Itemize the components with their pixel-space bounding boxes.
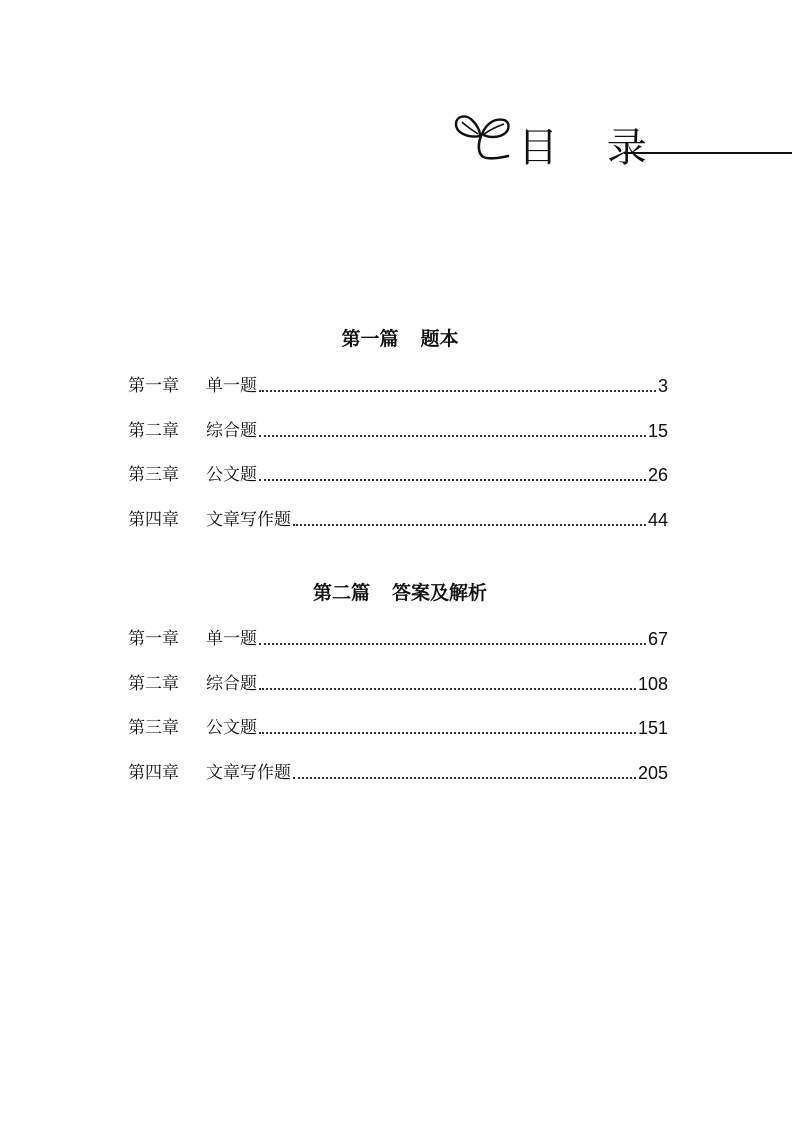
toc-entry[interactable] — [128, 751, 668, 796]
chapter-title: 综合题 — [206, 673, 257, 694]
page-number: 67 — [647, 629, 668, 650]
toc-entry[interactable] — [128, 364, 668, 409]
chapter-number: 第一章 — [128, 376, 179, 397]
part-label: 第二篇 — [312, 582, 370, 604]
chapter-number: 第二章 — [128, 420, 179, 441]
dot-leader — [293, 777, 636, 779]
chapter-title: 文章写作题 — [206, 762, 291, 783]
toc-entry[interactable] — [128, 453, 668, 498]
part-name: 题本 — [420, 328, 459, 350]
toc-entry[interactable] — [128, 498, 668, 543]
toc-list — [128, 364, 668, 542]
toc-entry[interactable] — [128, 706, 668, 751]
chapter-title: 单一题 — [206, 376, 257, 397]
dot-leader — [293, 524, 646, 526]
part-heading — [0, 580, 800, 606]
part-name: 答案及解析 — [392, 582, 488, 604]
chapter-number: 第三章 — [128, 718, 179, 739]
page-number: 108 — [637, 673, 668, 694]
chapter-number: 第二章 — [128, 673, 179, 694]
toc-header — [448, 100, 794, 180]
chapter-number: 第四章 — [128, 509, 179, 530]
chapter-title: 文章写作题 — [206, 509, 291, 530]
page-number: 151 — [637, 718, 668, 739]
toc-entry[interactable] — [128, 409, 668, 454]
dot-leader — [259, 688, 636, 690]
toc-list — [128, 617, 668, 795]
chapter-title: 公文题 — [206, 465, 257, 486]
part-heading — [0, 326, 800, 352]
chapter-title: 公文题 — [206, 718, 257, 739]
chapter-number: 第四章 — [128, 762, 179, 783]
chapter-title: 综合题 — [206, 420, 257, 441]
sprout-icon — [448, 104, 518, 174]
page-number: 15 — [647, 420, 668, 441]
chapter-number: 第三章 — [128, 465, 179, 486]
dot-leader — [259, 479, 646, 481]
title-rule — [624, 152, 792, 154]
toc-entry[interactable] — [128, 617, 668, 662]
page-number: 44 — [647, 509, 668, 530]
page-number: 3 — [657, 376, 668, 397]
toc-title: 目 录 — [518, 125, 665, 171]
dot-leader — [259, 732, 636, 734]
toc-entry[interactable] — [128, 662, 668, 707]
dot-leader — [259, 643, 646, 645]
chapter-number: 第一章 — [128, 629, 179, 650]
part-label: 第一篇 — [341, 328, 399, 350]
chapter-title: 单一题 — [206, 629, 257, 650]
dot-leader — [259, 435, 646, 437]
page-number: 205 — [637, 762, 668, 783]
page-number: 26 — [647, 465, 668, 486]
dot-leader — [259, 390, 656, 392]
